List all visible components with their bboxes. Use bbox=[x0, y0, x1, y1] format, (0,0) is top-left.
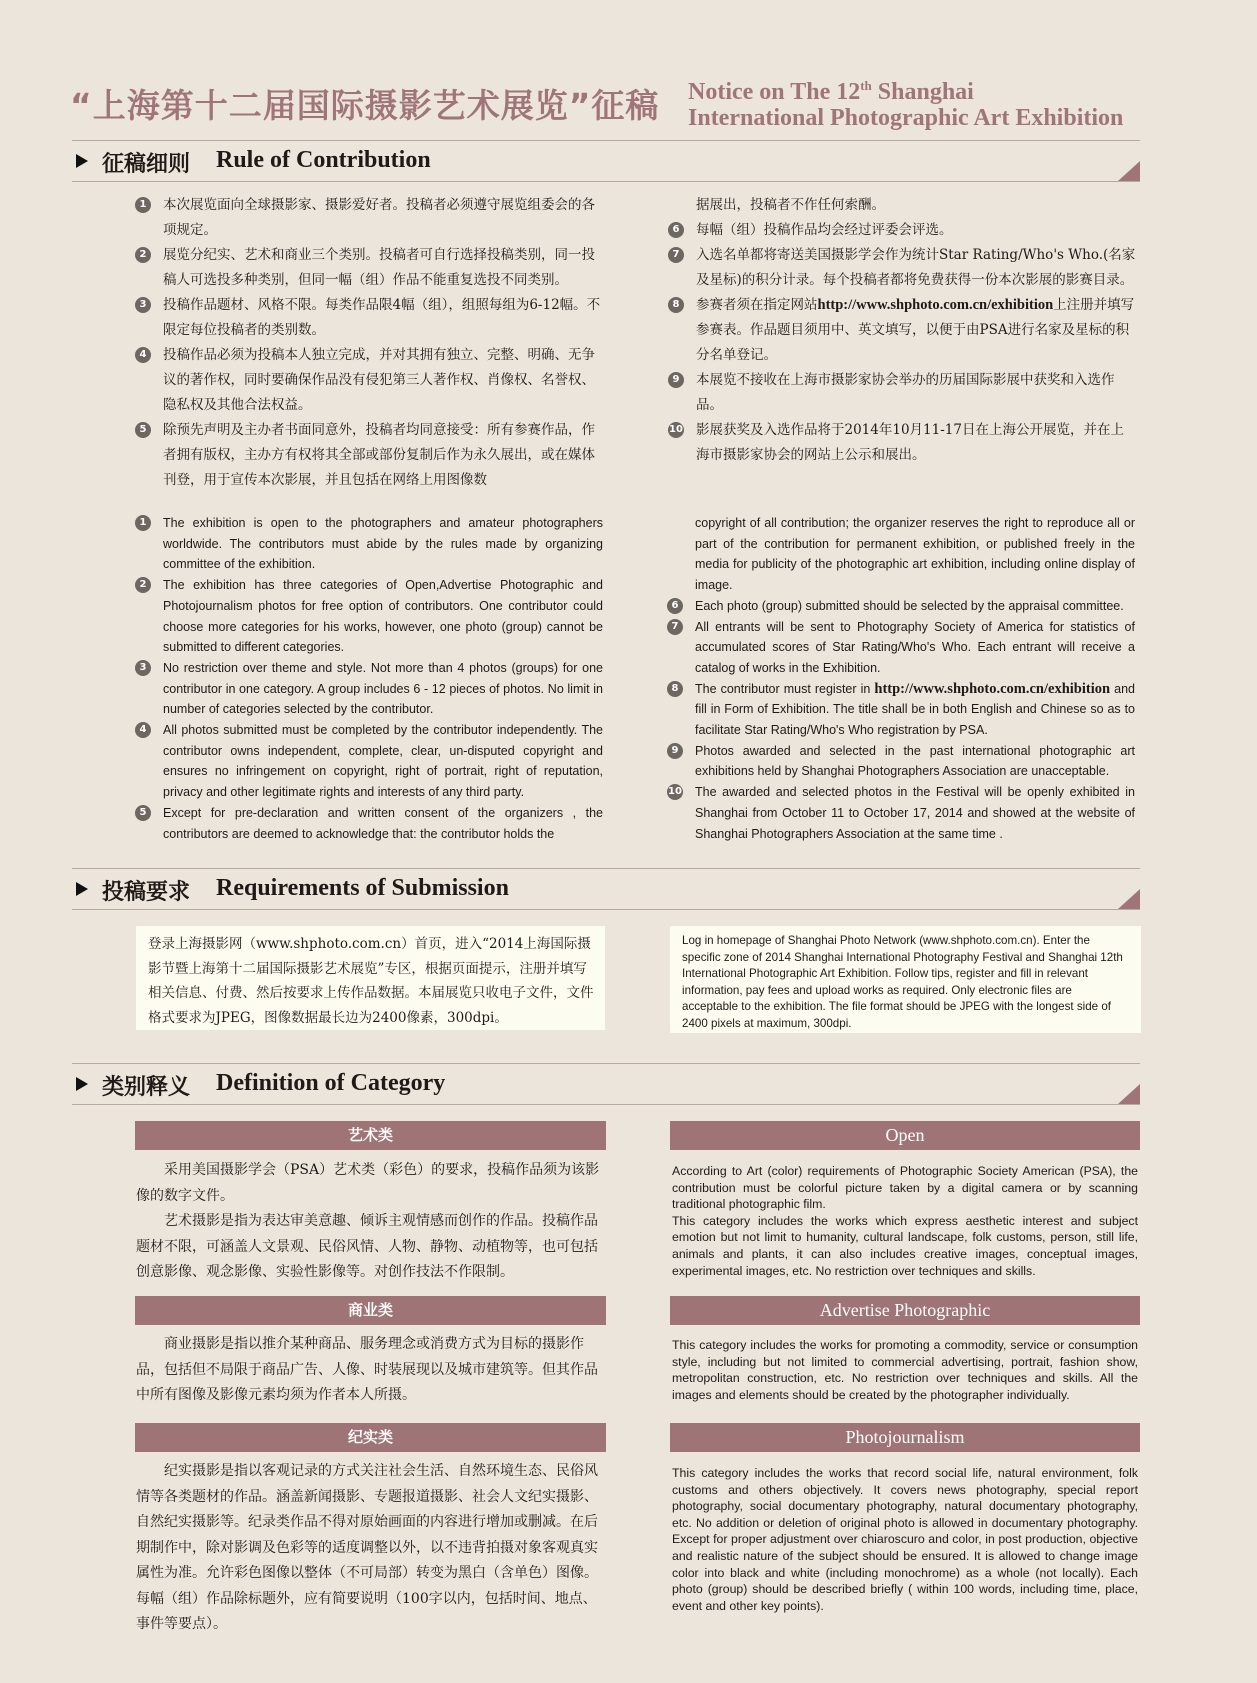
list-item-continued bbox=[667, 513, 1135, 596]
list-item-text: 除预先声明及主办者书面同意外，投稿者均同意接受：所有参赛作品，作者拥有版权，主办方有权将其全部或部份复制后作为永久展出，或在媒体刊登，用于宣传本次影展，并且包括在网络上用图像数 bbox=[163, 422, 595, 488]
number-badge: 4 bbox=[135, 722, 151, 738]
list-item-text: 投稿作品必须为投稿本人独立完成，并对其拥有独立、完整、明确、无争议的著作权，同时要确保作品没有侵犯第三人著作权、肖像权、名誉权、隐私权及其他合法权益。 bbox=[163, 347, 595, 413]
list-item bbox=[668, 418, 1136, 468]
number-badge: 10 bbox=[667, 784, 683, 800]
triangle-arrow-icon bbox=[76, 882, 88, 896]
rules-cn-left bbox=[135, 193, 603, 493]
paragraph: 纪实摄影是指以客观记录的方式关注社会生活、自然环境生态、民俗风情等各类题材的作品。涵盖新闻摄影、专题报道摄影、社会人文纪实摄影、自然纪实摄影等。纪录类作品不得对原始画面的内容进行增加或删减。在后期制作中，除对影调及色彩等的适度调整以外，以不违背拍摄对象客观真实属性为准。允许彩色图像以整体（不可局部）转变为黑白（含单色）图像。每幅（组）作品除标题外，应有简要说明（100字以内，包括时间、地点、事件等要点）。 bbox=[136, 1463, 598, 1632]
section-title-en: Rule of Contribution bbox=[216, 147, 431, 173]
paragraph: This category includes the works that record social life, natural environment, folk customs and others objectively. It covers news photography, special report photography, social documentary photography, natural documentary photography, etc. No addition or deletion of original photo is allowed in documentary photography. Except for proper adjustment over chiaroscuro and color, in post production, objective and realistic nature of the subject should be ensured. It is allowed to change image color into black and white (including monochrome) as a whole (not locally). Each photo (group) should be described briefly ( within 100 words, including time, place, event and other key points). bbox=[672, 1466, 1138, 1613]
list-item bbox=[135, 193, 603, 243]
category-commercial-bar-cn: 商业类 bbox=[135, 1296, 606, 1325]
number-badge: 4 bbox=[135, 347, 151, 363]
list-item-text: Except for pre-declaration and written consent of the organizers , the contributors are deemed to acknowledge that: the contributor holds the bbox=[163, 805, 603, 841]
section-title-cn: 投稿要求 bbox=[102, 880, 191, 905]
rules-en-left bbox=[135, 513, 603, 844]
list-item bbox=[135, 720, 603, 803]
list-item-text: The exhibition is open to the photographers and amateur photographers worldwide. The contributors must abide by the rules made by organizing committee of the exhibition. bbox=[163, 516, 603, 572]
list-item-text: 入选名单都将寄送美国摄影学会作为统计Star Rating/Who's Who.(名家及星标)的积分计录。每个投稿者都将免费获得一份本次影展的影赛目录。 bbox=[696, 247, 1136, 288]
category-art-bar-cn: 艺术类 bbox=[135, 1121, 606, 1150]
paragraph: This category includes the works which express aesthetic interest and subject emotion but not limit to humanity, cultural landscape, folk customs, person, still life, animals and plants, it can also includes creative images, conceptual images, experimental images, etc. No restriction over techniques and skills. bbox=[672, 1213, 1138, 1278]
list-item-text: 据展出，投稿者不作任何索酬。 bbox=[696, 197, 885, 213]
number-badge: 9 bbox=[668, 372, 684, 388]
submission-cn-text: 登录上海摄影网（www.shphoto.com.cn）首页，进入“2014上海国际摄影节暨上海第十二届国际摄影艺术展览”专区，根据页面提示，注册并填写相关信息、付费、然后按要求上传作品数据。本届展览只收电子文件，文件格式要求为JPEG，图像数据最长边为2400像素，300dpi。 bbox=[148, 936, 594, 1026]
category-commercial-cn-text bbox=[136, 1332, 604, 1409]
page-title-cn: “上海第十二届国际摄影艺术展览”征稿 bbox=[70, 86, 660, 125]
section-title-cn: 征稿细则 bbox=[102, 152, 191, 177]
list-item-text: and fill in Form of Exhibition. The title shall be in both English and Chinese so as to facilitate Star Rating/Who's Who registration by PSA. bbox=[695, 681, 1135, 738]
list-item-text: The awarded and selected photos in the Festival will be openly exhibited in Shanghai from October 11 to October 17, 2014 and showed at the website of Shanghai Photographers Association at the same time . bbox=[695, 785, 1135, 841]
list-item-text: copyright of all contribution; the organizer reserves the right to reproduce all or part of the contribution for permanent exhibition, or published freely in the media for publicity of the photographic art exhibition, including online display of image. bbox=[695, 516, 1135, 593]
category-advertise-bar-en: Advertise Photographic bbox=[670, 1296, 1140, 1325]
list-item bbox=[135, 658, 603, 720]
list-item-text: 影展获奖及入选作品将于2014年10月11-17日在上海公开展览，并在上海市摄影家协会的网站上公示和展出。 bbox=[696, 422, 1124, 463]
list-item-text: 本展览不接收在上海市摄影家协会举办的历届国际影展中获奖和入选作品。 bbox=[696, 372, 1115, 413]
list-item-text: Each photo (group) submitted should be selected by the appraisal committee. bbox=[695, 598, 1124, 613]
list-item-text: 投稿作品题材、风格不限。每类作品限4幅（组），组照每组为6-12幅。不限定每位投稿者的类别数。 bbox=[163, 297, 601, 338]
list-item-text: Photos awarded and selected in the past international photographic art exhibitions held by Shanghai Photographers Association are unacceptable. bbox=[695, 743, 1135, 779]
category-open-bar-en: Open bbox=[670, 1121, 1140, 1150]
category-documentary-cn-text bbox=[136, 1459, 604, 1638]
category-photojournalism-en-text bbox=[672, 1465, 1138, 1614]
section-submission-header bbox=[72, 868, 1140, 910]
paragraph: This category includes the works for promoting a commodity, service or consumption style, including but not limited to commercial advertising, portrait, fashion show, metropolitan construction, etc. No restriction over techniques and skills. All the images and elements should be created by the photographer individually. bbox=[672, 1338, 1138, 1402]
number-badge: 6 bbox=[668, 222, 684, 238]
number-badge: 7 bbox=[668, 247, 684, 263]
list-item bbox=[135, 513, 603, 575]
list-item bbox=[667, 679, 1135, 741]
list-item bbox=[135, 293, 603, 343]
number-badge: 5 bbox=[135, 422, 151, 438]
list-item-text: The exhibition has three categories of Open,Advertise Photographic and Photojournalism photos for free option of contributors. One contributor could choose more categories for his works, however, one photo (group) cannot be submitted to different categories. bbox=[163, 578, 603, 655]
page-title-en-line1-post: Shanghai bbox=[871, 79, 974, 105]
list-item-text: 参赛者须在指定网站 bbox=[696, 297, 818, 313]
triangle-arrow-icon bbox=[76, 154, 88, 168]
number-badge: 3 bbox=[135, 660, 151, 676]
section-title-en: Definition of Category bbox=[216, 1070, 446, 1096]
number-badge: 1 bbox=[135, 515, 151, 531]
number-badge: 3 bbox=[135, 297, 151, 313]
number-badge: 9 bbox=[667, 743, 683, 759]
category-open-en-text bbox=[672, 1163, 1138, 1279]
corner-triangle-icon bbox=[1118, 161, 1140, 181]
list-item-text: All entrants will be sent to Photography Society of America for statistics of accumulated scores of Star Rating/Who's Who. Each entrant will receive a catalog of works in the Exhibition. bbox=[695, 619, 1135, 675]
list-item-text: 每幅（组）投稿作品均会经过评委会评选。 bbox=[696, 222, 953, 238]
page-title-en-line2: International Photographic Art Exhibition bbox=[688, 105, 1124, 131]
exhibition-url[interactable]: http://www.shphoto.com.cn/exhibition bbox=[874, 680, 1111, 697]
submission-en-box bbox=[670, 926, 1141, 1033]
page-title-en-line1-pre: Notice on The 12 bbox=[688, 79, 861, 105]
category-advertise-en-text bbox=[672, 1337, 1138, 1403]
list-item bbox=[667, 596, 1135, 617]
corner-triangle-icon bbox=[1118, 889, 1140, 909]
list-item bbox=[667, 741, 1135, 782]
rules-en-right bbox=[667, 513, 1135, 844]
list-item bbox=[135, 803, 603, 844]
category-documentary-bar-cn: 纪实类 bbox=[135, 1423, 606, 1452]
paragraph: 采用美国摄影学会（PSA）艺术类（彩色）的要求，投稿作品须为该影像的数字文件。 bbox=[136, 1162, 600, 1204]
list-item-text: 上注册并填写参赛表。作品题目须用中、英文填写，以便于由PSA进行名家及星标的积分名单登记。 bbox=[696, 297, 1135, 363]
list-item bbox=[668, 243, 1136, 293]
list-item bbox=[668, 218, 1136, 243]
section-title-en: Requirements of Submission bbox=[216, 875, 509, 901]
list-item-text: 展览分纪实、艺术和商业三个类别。投稿者可自行选择投稿类别，同一投稿人可选投多种类别，但同一幅（组）作品不能重复选投不同类别。 bbox=[163, 247, 595, 288]
number-badge: 7 bbox=[667, 619, 683, 635]
paragraph: According to Art (color) requirements of Photographic Society American (PSA), the contribution must be colorful picture taken by a digital camera or by scanning traditional photographic film. bbox=[672, 1164, 1138, 1212]
list-item bbox=[135, 243, 603, 293]
list-item-continued bbox=[668, 193, 1136, 218]
list-item-text: All photos submitted must be completed by the contributor independently. The contributor owns independent, complete, clear, un-disputed copyright and ensures no infringement on copyright, right of portrait, right of reputation, privacy and other legitimate rights and interests of any third party. bbox=[163, 723, 603, 800]
triangle-arrow-icon bbox=[76, 1077, 88, 1091]
page-title-en bbox=[688, 79, 1123, 131]
list-item bbox=[135, 575, 603, 658]
list-item-text: 本次展览面向全球摄影家、摄影爱好者。投稿者必须遵守展览组委会的各项规定。 bbox=[163, 197, 595, 238]
list-item bbox=[135, 343, 603, 418]
paragraph: 商业摄影是指以推介某种商品、服务理念或消费方式为目标的摄影作品，包括但不局限于商品广告、人像、时装展现以及城市建筑等。但其作品中所有图像及影像元素均须为作者本人所摄。 bbox=[136, 1336, 598, 1403]
number-badge: 8 bbox=[668, 297, 684, 313]
list-item bbox=[668, 368, 1136, 418]
number-badge: 2 bbox=[135, 577, 151, 593]
submission-en-text: Log in homepage of Shanghai Photo Network (www.shphoto.com.cn). Enter the specific zone of 2014 Shanghai International Photography Festival and Shanghai 12th International Photographic Art Exhibition. Follow tips, register and fill in relevant information, pay fees and upload works as required. Only electronic files are acceptable to the exhibition. The file format should be JPEG with the longest side of 2400 pixels at maximum, 300dpi. bbox=[682, 934, 1123, 1030]
number-badge: 8 bbox=[667, 681, 683, 697]
number-badge: 1 bbox=[135, 197, 151, 213]
section-category-header bbox=[72, 1063, 1140, 1105]
submission-cn-box bbox=[136, 926, 605, 1030]
list-item bbox=[135, 418, 603, 493]
page-title-en-sup: th bbox=[860, 78, 872, 93]
list-item bbox=[667, 617, 1135, 679]
section-title-cn: 类别释义 bbox=[102, 1075, 191, 1100]
list-item bbox=[667, 782, 1135, 844]
number-badge: 2 bbox=[135, 247, 151, 263]
list-item bbox=[668, 293, 1136, 368]
section-rules-header bbox=[72, 140, 1140, 182]
number-badge: 6 bbox=[667, 598, 683, 614]
number-badge: 5 bbox=[135, 805, 151, 821]
category-art-cn-text bbox=[136, 1158, 604, 1286]
list-item-text: No restriction over theme and style. Not more than 4 photos (groups) for one contributor in one category. A group includes 6 - 12 pieces of photos. No limit in number of categories selected by the contributor. bbox=[163, 660, 603, 717]
list-item-text: The contributor must register in bbox=[695, 681, 875, 696]
number-badge: 10 bbox=[668, 422, 684, 438]
rules-cn-right bbox=[668, 193, 1136, 468]
category-photojournalism-bar-en: Photojournalism bbox=[670, 1423, 1140, 1452]
corner-triangle-icon bbox=[1118, 1084, 1140, 1104]
paragraph: 艺术摄影是指为表达审美意趣、倾诉主观情感而创作的作品。投稿作品题材不限，可涵盖人文景观、民俗风情、人物、静物、动植物等，也可包括创意影像、观念影像、实验性影像等。对创作技法不作限制。 bbox=[136, 1213, 598, 1280]
exhibition-url[interactable]: http://www.shphoto.com.cn/exhibition bbox=[817, 297, 1054, 313]
